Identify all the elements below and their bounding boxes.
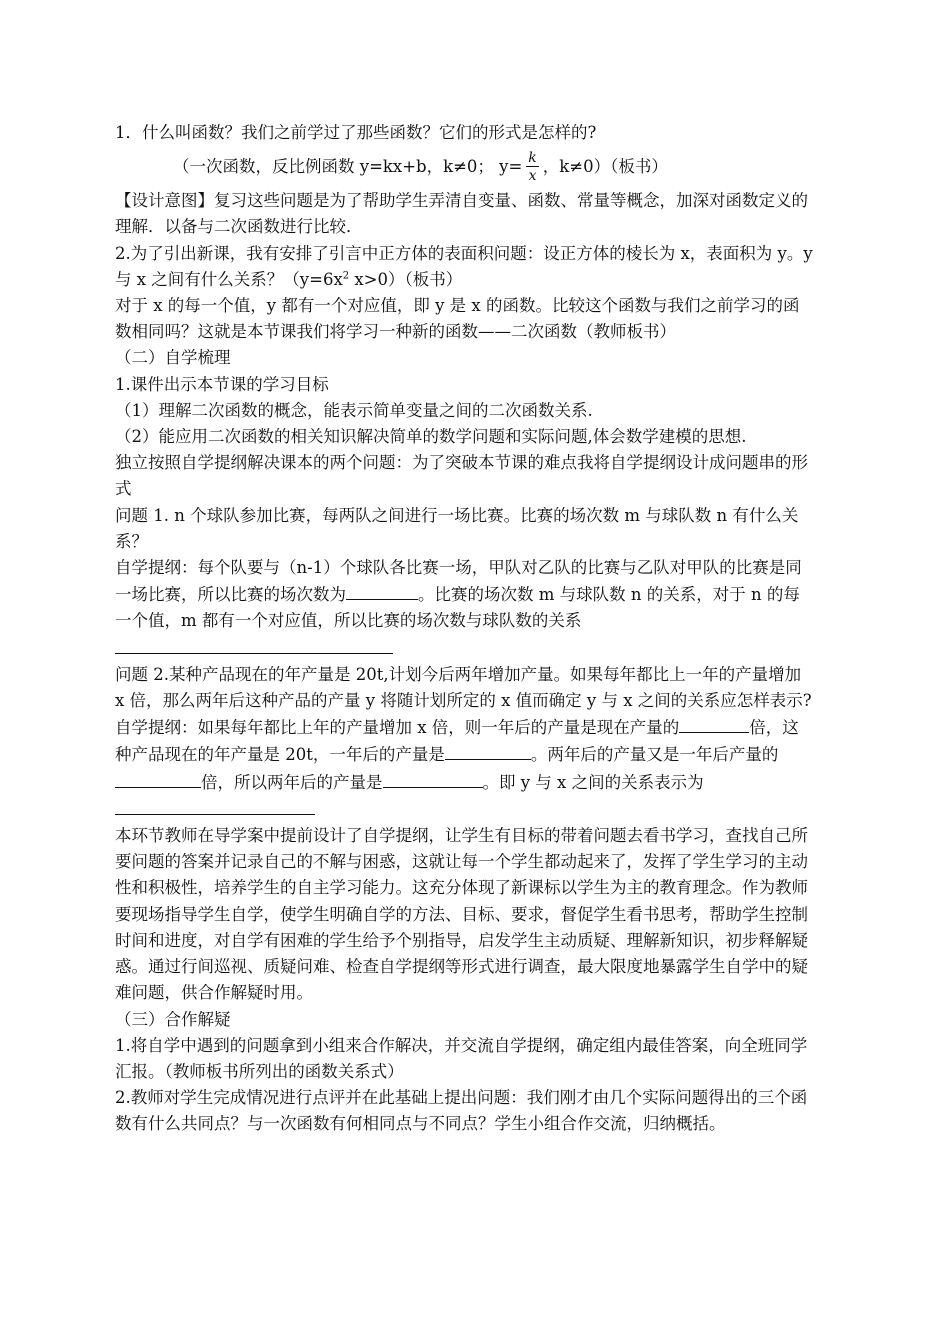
goal-item-1: （1）理解二次函数的概念，能表示简单变量之间的二次函数关系.	[115, 400, 593, 420]
document-body	[115, 120, 815, 1138]
fraction-numerator: k	[528, 150, 537, 167]
section-3-heading: （三）合作解疑	[115, 1009, 231, 1029]
goal-heading: 1.课件出示本节课的学习目标	[115, 374, 329, 394]
outline-2-part-e: 。即 y 与 x 之间的关系表示为	[482, 772, 704, 792]
outline-2-part-d: 倍，所以两年后的产量是	[201, 772, 383, 792]
answer-suffix: ，k≠0）（板书）	[542, 157, 668, 177]
problem-1: 问题 1. n 个球队参加比赛，每两队之间进行一场比赛。比赛的场次数 m 与球队数 n 有什么关系？	[115, 505, 799, 551]
outline-1-part-b: 。比赛的场次数 m 与球队数 n 的关系，对于 n 的每一个值，m 都有一个对应值，所以比赛的场次数与球队数的关系	[115, 585, 800, 631]
answer-prefix: （一次函数，反比例函数 y=kx+b，k≠0； y=	[173, 157, 523, 177]
cooperation-item-2: 2.教师对学生完成情况进行点评并在此基础上提出问题：我们刚才由几个实际问题得出的三个函数有什么共同点？与一次函数有何相同点与不同点？学生小组合作交流，归纳概括。	[115, 1088, 808, 1134]
question-2-suffix: x>0）（板书）	[349, 269, 463, 289]
outline-1	[115, 555, 815, 662]
section-2-heading: （二）自学梳理	[115, 348, 231, 368]
problem-2: 问题 2.某种产品现在的年产量是 20t,计划今后两年增加产量。如果每年都比上一年的产量增加 x 倍，那么两年后这种产品的产量 y 将随计划所定的 x 值而确定 y 与 x 之间的关系应怎样表示?	[115, 664, 812, 711]
question-1-answer	[115, 146, 815, 188]
fill-blank[interactable]	[115, 796, 315, 815]
fill-blank[interactable]	[115, 635, 393, 654]
fill-blank[interactable]	[679, 714, 749, 733]
outline-2-part-c: 。两年后的产量又是一年后产量的	[530, 745, 779, 765]
outline-2-part-b: 倍，这种产品现在的年产量是 20t，一年后的产量是	[115, 718, 799, 765]
outline-2	[115, 714, 815, 823]
goal-item-2: （2）能应用二次函数的相关知识解决简单的数学问题和实际问题,体会数学建模的思想.	[115, 427, 747, 447]
intro-paragraph: 对于 x 的每一个值，y 都有一个对应值，即 y 是 x 的函数。比较这个函数与我们之前学习的函数相同吗？这就是本节课我们将学习一种新的函数——二次函数（教师板书）	[115, 296, 800, 342]
fraction-denominator: x	[528, 168, 537, 185]
outline-2-part-a: 自学提纲：如果每年都比上年的产量增加 x 倍，则一年后的产量是现在产量的	[115, 718, 680, 738]
independent-paragraph: 独立按照自学提纲解决课本的两个问题：为了突破本节课的难点我将自学提纲设计成问题串的形式	[115, 453, 808, 499]
question-2	[115, 241, 815, 293]
question-2-text: 2.为了引出新课，我有安排了引言中正方体的表面积问题：设正方体的棱长为 x，表面积为 y。y 与 x 之间有什么关系？（y=6x	[115, 243, 813, 289]
fill-blank[interactable]	[445, 741, 531, 760]
fill-blank[interactable]	[346, 581, 418, 600]
cooperation-item-1: 1.将自学中遇到的问题拿到小组来合作解决，并交流自学提纲，确定组内最佳答案，向全班同学汇报。（教师板书所列出的函数关系式）	[115, 1035, 808, 1081]
question-1: 1．什么叫函数？我们之前学过了那些函数？它们的形式是怎样的?	[115, 123, 597, 142]
fill-blank[interactable]	[383, 769, 483, 788]
exponent: 2	[342, 270, 350, 282]
fill-blank[interactable]	[115, 769, 201, 788]
outline-1-part-a: 自学提纲：每个队要与（n-1）个球队各比赛一场，甲队对乙队的比赛与乙队对甲队的比赛是同一场比赛，所以比赛的场次数为	[115, 558, 802, 605]
design-intent: 【设计意图】复习这些问题是为了帮助学生弄清自变量、函数、常量等概念，加深对函数定义的理解．以备与二次函数进行比较．	[115, 191, 808, 237]
teacher-paragraph: 本环节教师在导学案中提前设计了自学提纲，让学生有目标的带着问题去看书学习，查找自己所要问题的答案并记录自己的不解与困惑，这就让每一个学生都动起来了，发挥了学生学习的主动性和积极性，培养学生的自主学习能力。这充分体现了新课标以学生为主的教育理念。作为教师要现场指导学生自学，使学生明确自学的方法、目标、要求，督促学生看书思考，帮助学生控制时间和进度，对自学有困难的学生给予个别指导，启发学生主动质疑、理解新知识，初步释解疑惑。通过行间巡视、质疑问难、检查自学提纲等形式进行调查，最大限度地暴露学生自学中的疑难问题，供合作解疑时用。	[115, 826, 808, 1003]
fraction-k-over-x	[526, 151, 538, 183]
